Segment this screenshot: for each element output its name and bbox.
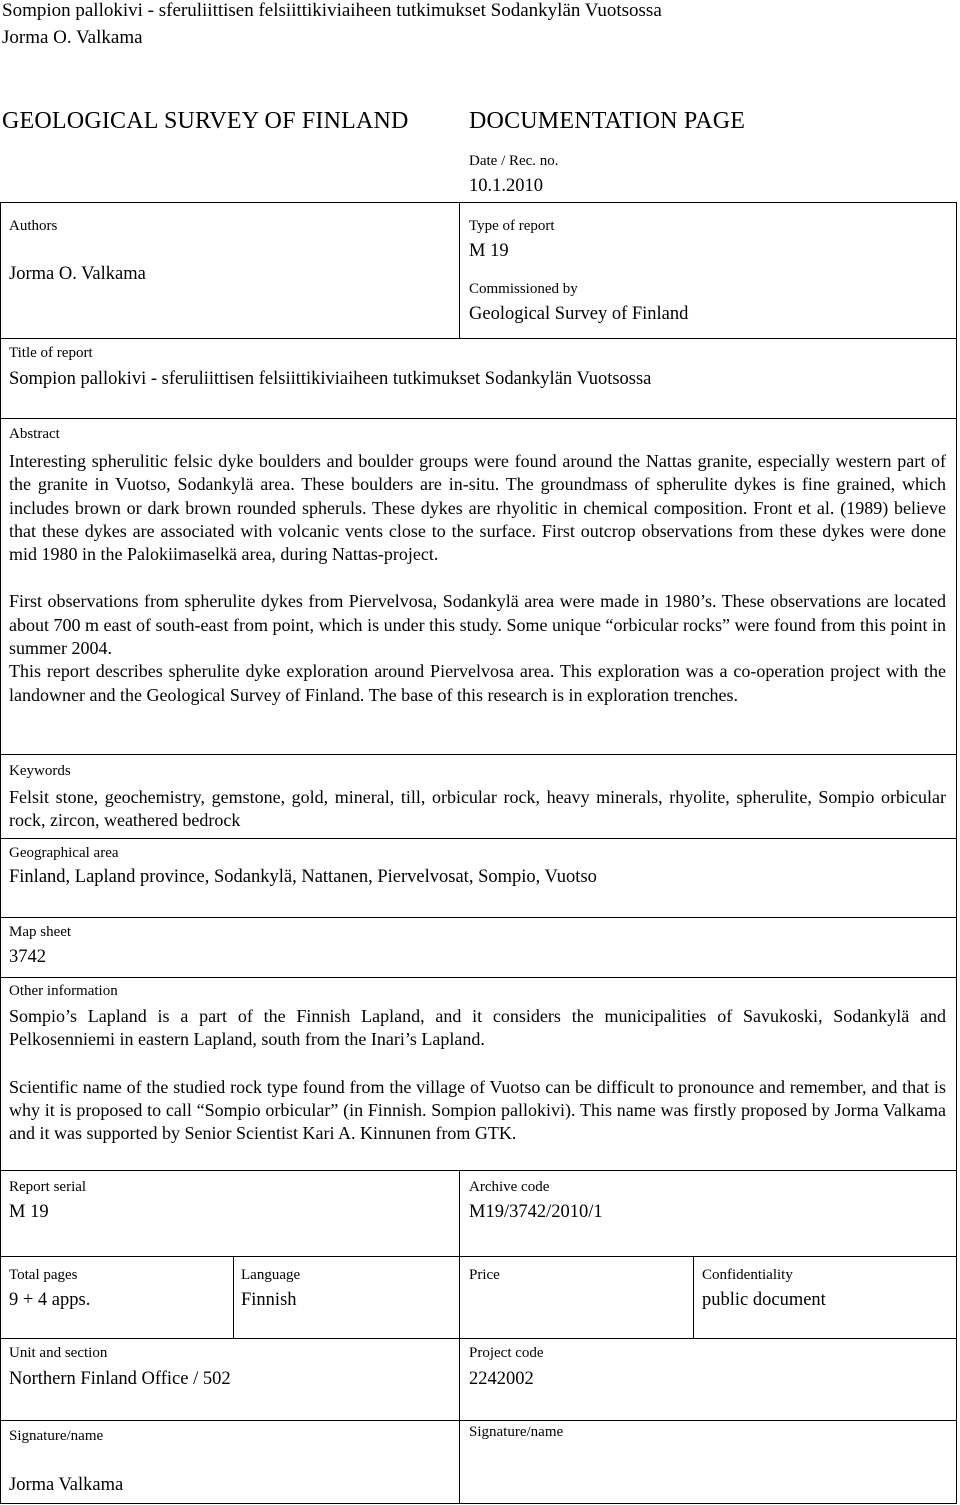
commissioned-label: Commissioned by: [469, 281, 578, 297]
total-pages-value: 9 + 4 apps.: [9, 1290, 91, 1310]
signature-label-right: Signature/name: [469, 1424, 564, 1440]
abstract-paragraph: Interesting spherulitic felsic dyke boulders and boulder groups were found around the Nattas granite, especially western part of the granite in Vuotso, Sodankylä area. These boulders are in-situ. The groundmass of spherulite dykes is fine grained, which includes brown or dark brown rounded spheruls. These dykes are rhyolitic in chemical composition. Front et al. (1989) believe that these dykes are associated with volcanic vents close to the surface. First outcrop observations from these dykes were done mid 1980 in the Palokiimaselkä area, during Nattas-project.: [9, 451, 946, 565]
other-information-paragraph: Sompio’s Lapland is a part of the Finnish Lapland, and it considers the municipalities of Savukoski, Sodankylä and Pelkosenniemi in eastern Lapland, south from the Inari’s Lapland.: [9, 1006, 946, 1050]
other-information-label: Other information: [9, 983, 118, 999]
report-serial-label: Report serial: [9, 1179, 87, 1195]
project-code-value: 2242002: [469, 1369, 534, 1389]
report-title-value: Sompion pallokivi - sferuliittisen felsiittikiviaiheen tutkimukset Sodankylän Vuotsossa: [9, 369, 652, 389]
report-serial-value: M 19: [9, 1202, 49, 1222]
abstract-paragraph: This report describes spherulite dyke exploration around Piervelvosa area. This exploration was a co-operation project with the landowner and the Geological Survey of Finland. The base of this research is in exploration trenches.: [9, 661, 946, 705]
authors-label: Authors: [9, 218, 58, 234]
geographical-area-value: Finland, Lapland province, Sodankylä, Nattanen, Piervelvosat, Sompio, Vuotso: [9, 867, 597, 887]
language-value: Finnish: [241, 1290, 297, 1310]
map-sheet-value: 3742: [9, 947, 46, 967]
confidentiality-label: Confidentiality: [702, 1267, 793, 1283]
organization-name: GEOLOGICAL SURVEY OF FINLAND: [2, 108, 409, 134]
language-label: Language: [241, 1267, 301, 1283]
report-title-label: Title of report: [9, 345, 93, 361]
signature-label-left: Signature/name: [9, 1428, 104, 1444]
confidentiality-value: public document: [702, 1290, 826, 1310]
map-sheet-label: Map sheet: [9, 924, 72, 940]
authors-value: Jorma O. Valkama: [9, 264, 146, 284]
other-information-paragraph: Scientific name of the studied rock type found from the village of Vuotso can be difficult to pronounce and remember, and that is why it is proposed to call “Sompio orbicular” (in Finnish. Sompion pallokivi). This name was firstly proposed by Jorma Valkama and it was supported by Senior Scientist Kari A. Kinnunen from GTK.: [9, 1076, 946, 1144]
keywords-label: Keywords: [9, 763, 71, 779]
project-code-label: Project code: [469, 1345, 544, 1361]
commissioned-value: Geological Survey of Finland: [469, 304, 689, 324]
document-title: Sompion pallokivi - sferuliittisen felsiittikiviaiheen tutkimukset Sodankylän Vuotsossa: [2, 0, 662, 21]
abstract-label: Abstract: [9, 426, 60, 442]
date-value: 10.1.2010: [469, 176, 543, 196]
unit-section-value: Northern Finland Office / 502: [9, 1369, 231, 1389]
report-type-label: Type of report: [469, 218, 555, 234]
total-pages-label: Total pages: [9, 1267, 78, 1283]
unit-section-label: Unit and section: [9, 1345, 108, 1361]
document-author: Jorma O. Valkama: [2, 27, 143, 48]
other-information-text: [9, 1005, 946, 1145]
geographical-area-label: Geographical area: [9, 845, 119, 861]
abstract-text: [9, 450, 946, 707]
keywords-value: Felsit stone, geochemistry, gemstone, gold, mineral, till, orbicular rock, heavy minerals, rhyolite, spherulite, Sompio orbicular rock, zircon, weathered bedrock: [9, 787, 946, 831]
page-title: DOCUMENTATION PAGE: [469, 108, 746, 134]
date-label: Date / Rec. no.: [469, 153, 559, 169]
abstract-paragraph: First observations from spherulite dykes from Piervelvosa, Sodankylä area were made in 1980’s. These observations are located about 700 m east of south-east from point, which is under this study. Some unique “orbicular rocks” were found from this point in summer 2004.: [9, 591, 946, 659]
report-type-value: M 19: [469, 241, 509, 261]
price-label: Price: [469, 1267, 500, 1283]
archive-code-value: M19/3742/2010/1: [469, 1202, 603, 1222]
signature-name-left: Jorma Valkama: [9, 1475, 124, 1495]
archive-code-label: Archive code: [469, 1179, 550, 1195]
